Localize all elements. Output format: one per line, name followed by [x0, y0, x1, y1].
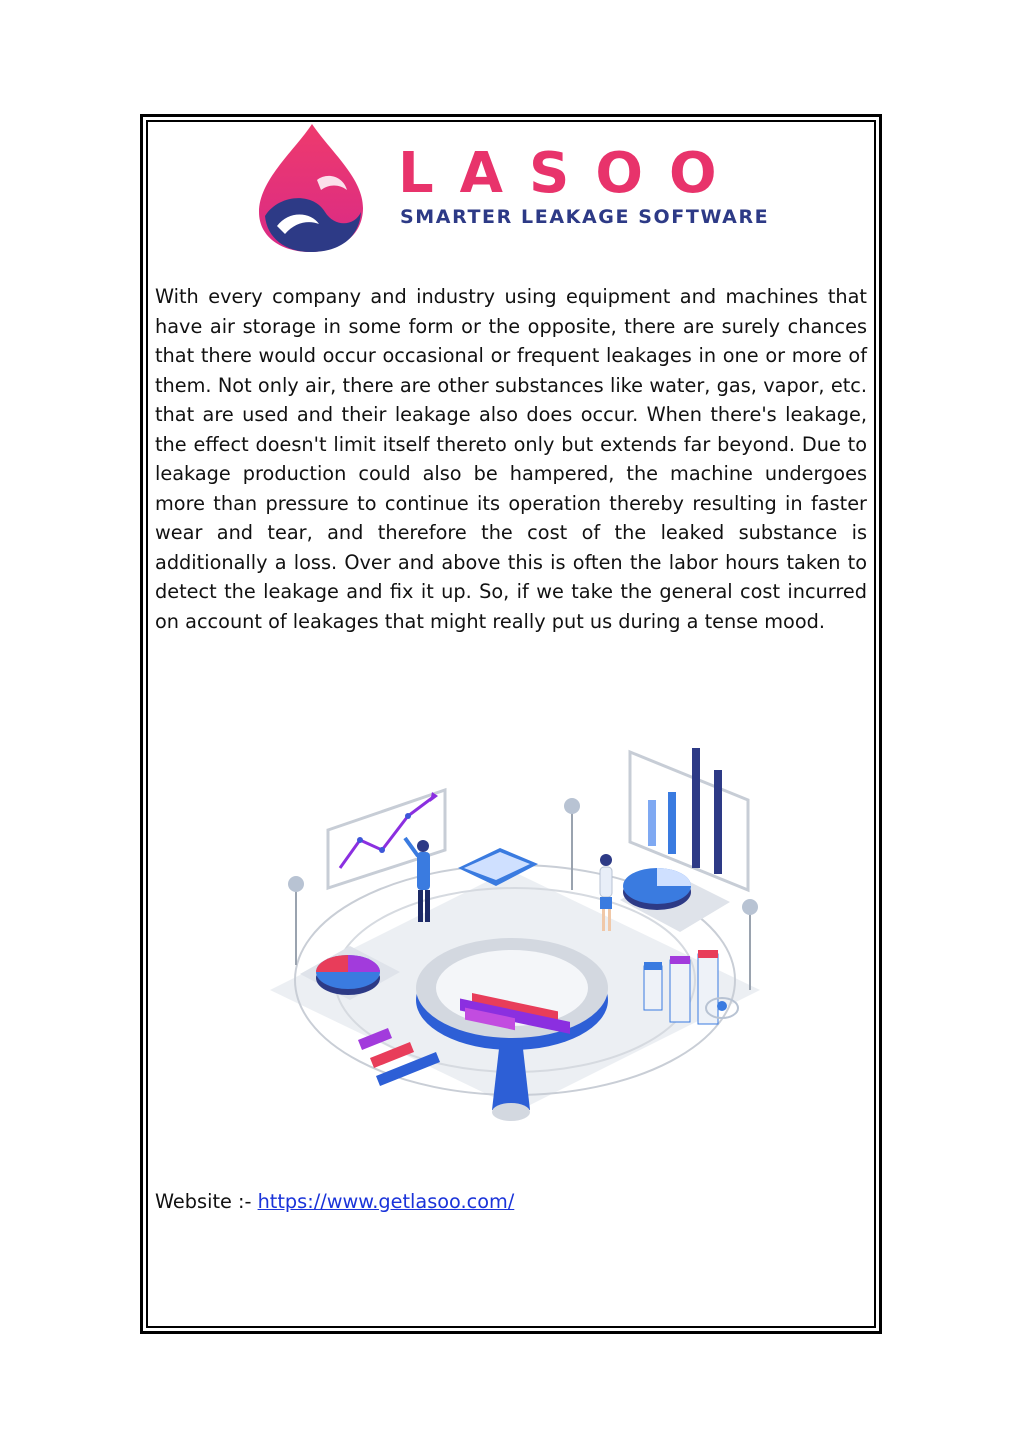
website-line	[155, 1190, 514, 1213]
brand-name: LASOO	[398, 141, 743, 206]
website-label: Website :-	[155, 1190, 258, 1213]
analytics-illustration	[260, 740, 770, 1150]
website-link[interactable]: https://www.getlasoo.com/	[257, 1190, 515, 1213]
brand-tagline: SMARTER LEAKAGE SOFTWARE	[400, 206, 770, 228]
body-paragraph: With every company and industry using equipment and machines that have air storage in some form or the opposite, there are surely chances that there would occur occasional or frequent leakages in one or more of them. Not only air, there are other substances like water, gas, vapor, etc. that are used and their leakage also does occur. When there's leakage, the effect doesn't limit itself thereto only but extends far beyond. Due to leakage production could also be hampered, the machine undergoes more than pressure to continue its operation thereby resulting in faster wear and tear, and therefore the cost of the leaked substance is additionally a loss. Over and above this is often the labor hours taken to detect the leakage and fix it up. So, if we take the general cost incurred on account of leakages that might really put us during a tense mood.	[155, 285, 867, 633]
